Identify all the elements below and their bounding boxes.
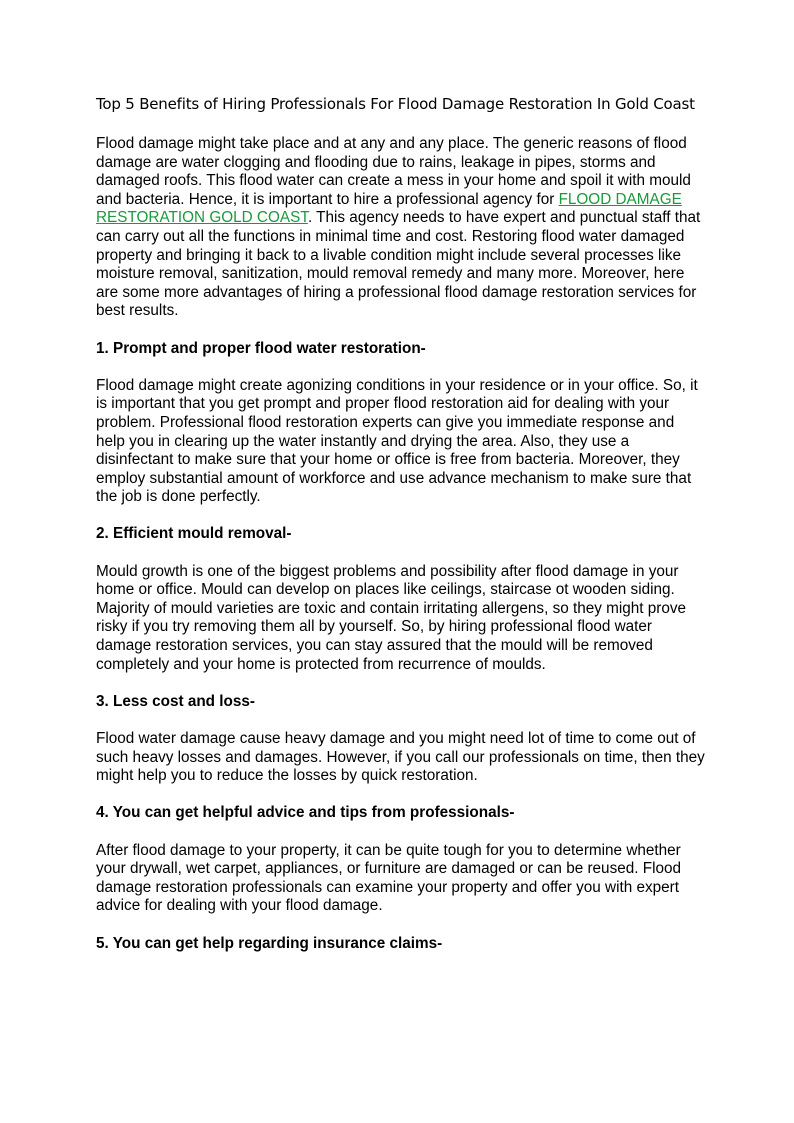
section-body-4: After flood damage to your property, it can be quite tough for you to determine whether your drywall, wet carpet, appliances, or furniture are damaged or can be reused. Flood damage restoration professionals can examine your property and offer you with expert advice for dealing with your flood damage. [96, 841, 681, 915]
section-heading-1: 1. Prompt and proper flood water restoration- [96, 339, 426, 357]
intro-paragraph [96, 135, 706, 321]
section-body-3: Flood water damage cause heavy damage and you might need lot of time to come out of such heavy losses and damages. However, if you call our professionals on time, then they might help you to reduce the losses by quick restoration. [96, 730, 705, 785]
intro-text-after-link: . This agency needs to have expert and punctual staff that can carry out all the functions in minimal time and cost. Restoring flood water damaged property and bringing it back to a livable condition might include several processes like moisture removal, sanitization, mould removal remedy and many more. Moreover, here are some more advantages of hiring a professional flood damage restoration services for best results. [96, 209, 701, 320]
flood-damage-restoration-link[interactable]: FLOOD DAMAGE RESTORATION GOLD COAST [96, 190, 682, 227]
section-heading-5: 5. You can get help regarding insurance claims- [96, 934, 443, 952]
document-page [96, 92, 706, 972]
section-heading-3: 3. Less cost and loss- [96, 692, 255, 710]
section-body-2: Mould growth is one of the biggest problems and possibility after flood damage in your home or office. Mould can develop on places like ceilings, staircase ot wooden siding. Majority of mould varieties are toxic and contain irritating allergens, so they might prove risky if you try removing them all by yourself. So, by hiring professional flood water damage restoration services, you can stay assured that the mould will be removed completely and your home is protected from recurrence of moulds. [96, 562, 687, 673]
document-title: Top 5 Benefits of Hiring Professionals For Flood Damage Restoration In Gold Coast [96, 95, 695, 113]
section-heading-2: 2. Efficient mould removal- [96, 525, 292, 543]
section-body-1: Flood damage might create agonizing conditions in your residence or in your office. So, it is important that you get prompt and proper flood restoration aid for dealing with your problem. Professional flood restoration experts can give you immediate response and help you in clearing up the water instantly and drying the area. Also, they use a disinfectant to make sure that your home or office is free from bacteria. Moreover, they employ substantial amount of workforce and use advance mechanism to make sure that the job is done perfectly. [96, 376, 698, 506]
section-heading-4: 4. You can get helpful advice and tips from professionals- [96, 804, 515, 822]
intro-text-before-link: Flood damage might take place and at any and any place. The generic reasons of flood damage are water clogging and flooding due to rains, leakage in pipes, storms and damaged roofs. This flood water can create a mess in your home and spoil it with mould and bacteria. Hence, it is important to hire a professional agency for [96, 135, 691, 208]
